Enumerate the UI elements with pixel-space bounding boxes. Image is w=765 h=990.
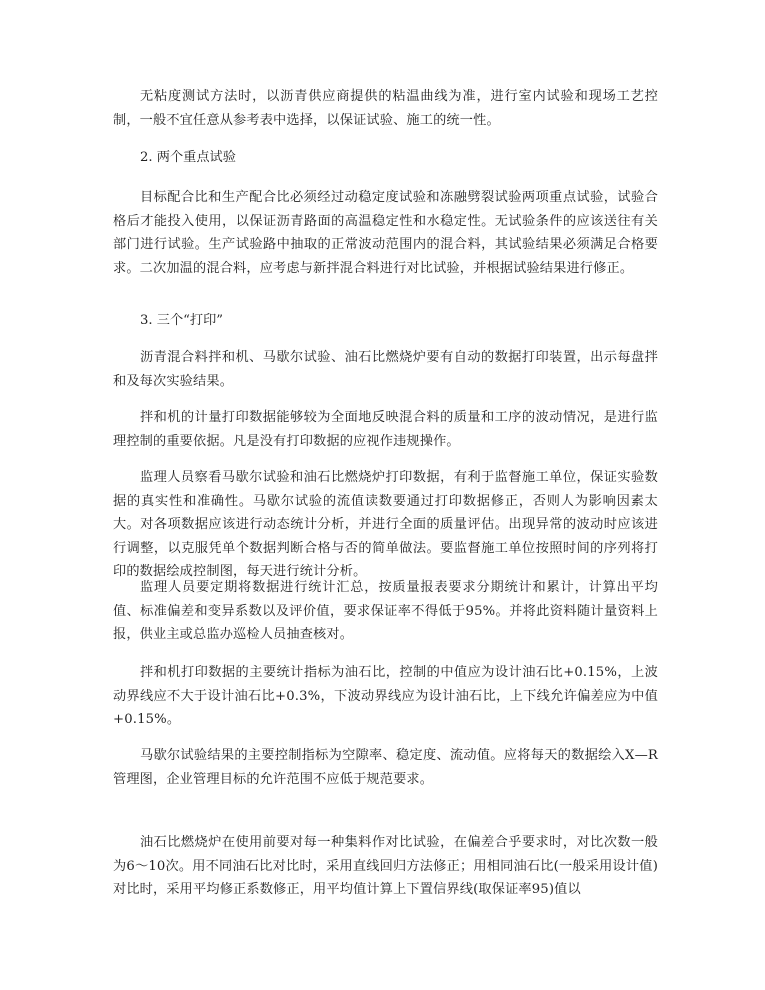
paragraph-print-devices: 沥青混合料拌和机、马歇尔试验、油石比燃烧炉要有自动的数据打印装置，出示每盘拌和及每次实验结果。	[113, 350, 658, 389]
paragraph-viscosity-test: 无粘度测试方法时，以沥青供应商提供的粘温曲线为准，进行室内试验和现场工艺控制，一般不宜任意从参考表中选择，以保证试验、施工的统一性。	[113, 89, 658, 128]
section-heading-two-key-tests: 2. 两个重点试验	[140, 150, 236, 165]
paragraph-marshall-indicators: 马歇尔试验结果的主要控制指标为空隙率、稳定度、流动值。应将每天的数据绘入X—R管理图，企业管理目标的允许范围不应低于规范要求。	[113, 748, 658, 787]
paragraph-asphalt-ratio-indicators: 拌和机打印数据的主要统计指标为油石比，控制的中值应为设计油石比+0.15%，上波动界线应不大于设计油石比+0.3%，下波动界线应为设计油石比，上下线允许偏差应为中值+0.15%。	[113, 665, 658, 727]
paragraph-mixer-print-data: 拌和机的计量打印数据能够较为全面地反映混合料的质量和工序的波动情况，是进行监理控制的重要依据。凡是没有打印数据的应视作违规操作。	[113, 410, 658, 449]
paragraph-statistics-summary: 监理人员要定期将数据进行统计汇总，按质量报表要求分期统计和累计，计算出平均值、标准偏差和变异系数以及评价值，要求保证率不得低于95%。并将此资料随计量资料上报，供业主或总监办巡检人员抽查核对。	[113, 580, 658, 642]
paragraph-mix-ratio-tests: 目标配合比和生产配合比必须经过动稳定度试验和冻融劈裂试验两项重点试验，试验合格后才能投入使用，以保证沥青路面的高温稳定性和水稳定性。无试验条件的应该送往有关部门进行试验。生产试验路中抽取的正常波动范围内的混合料，其试验结果必须满足合格要求。二次加温的混合料，应考虑与新拌混合料进行对比试验，并根据试验结果进行修正。	[113, 190, 658, 276]
section-heading-three-prints: 3. 三个“打印”	[140, 313, 224, 328]
paragraph-ignition-oven: 油石比燃烧炉在使用前要对每一种集料作对比试验，在偏差合乎要求时，对比次数一般为6～10次。用不同油石比对比时，采用直线回归方法修正；用相同油石比(一般采用设计值)对比时，采用平均修正系数修正，用平均值计算上下置信界线(取保证率95)值以	[113, 835, 658, 897]
paragraph-supervisor-review: 监理人员察看马歇尔试验和油石比燃烧炉打印数据，有利于监督施工单位，保证实验数据的真实性和准确性。马歇尔试验的流值读数要通过打印数据修正，否则人为影响因素太大。对各项数据应该进行动态统计分析，并进行全面的质量评估。出现异常的波动时应该进行调整，以克服凭单个数据判断合格与否的简单做法。要监督施工单位按照时间的序列将打印的数据绘成控制图，每天进行统计分析。	[113, 470, 658, 579]
